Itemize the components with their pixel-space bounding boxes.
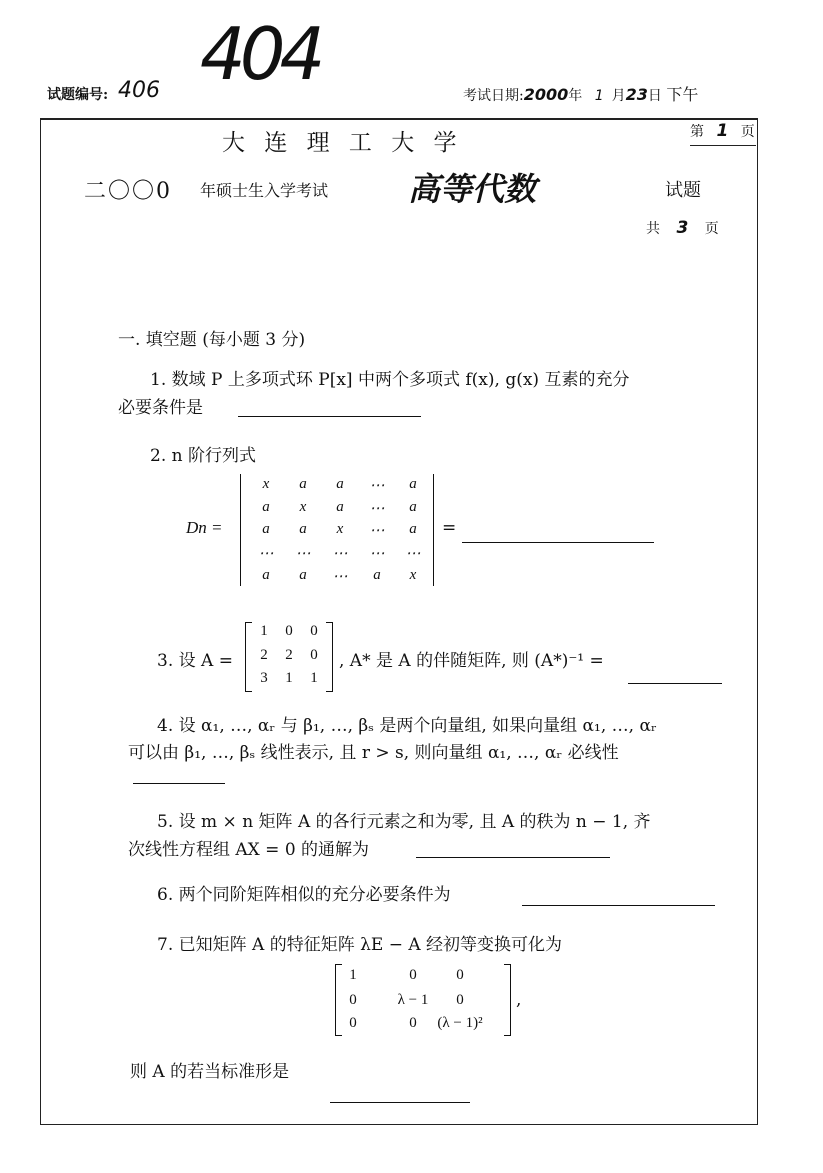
- exam-type: 年硕士生入学考试: [200, 181, 329, 200]
- determinant-bar-right: [433, 474, 434, 586]
- page-number: 1: [716, 121, 729, 141]
- matrix-entry: a: [336, 499, 344, 515]
- matrix-entry: 0: [349, 1015, 357, 1031]
- matrix-entry: ⋯: [295, 546, 311, 562]
- total-prefix: 共: [646, 221, 660, 237]
- matrix-entry: 2: [260, 647, 268, 663]
- matrix-entry: 3: [260, 670, 268, 686]
- matrix-entry: ⋯: [369, 478, 385, 494]
- day-unit: 日: [647, 88, 662, 104]
- total-pages: [646, 218, 719, 238]
- determinant-bar-left: [240, 474, 241, 586]
- q2-equals: =: [442, 518, 457, 538]
- q6-line1: 6. 两个同阶矩阵相似的充分必要条件为: [157, 885, 451, 905]
- date-month: 1: [594, 88, 604, 104]
- page-indicator: [690, 121, 756, 146]
- date-year: 2000: [523, 85, 569, 104]
- matrix-entry: a: [373, 567, 381, 583]
- page-suffix: 页: [740, 124, 755, 140]
- matrix-entry: a: [262, 521, 270, 537]
- university-name: 大 连 理 工 大 学: [222, 130, 463, 156]
- total-pages-number: 3: [676, 218, 689, 238]
- matrix-entry: 0: [456, 967, 464, 983]
- matrix-entry: 0: [409, 967, 417, 983]
- paper-word: 试题: [665, 180, 701, 201]
- q3-prefix: 3. 设 A =: [157, 651, 233, 671]
- matrix-entry: a: [299, 567, 307, 583]
- q1-line2: 必要条件是: [118, 398, 203, 418]
- exam-code-value: 406: [118, 78, 160, 103]
- q7-bracket-right: [504, 964, 511, 1036]
- matrix-entry: 0: [456, 992, 464, 1008]
- q4-answer-blank[interactable]: [133, 783, 225, 784]
- q1-line1: 1. 数域 P 上多项式环 P[x] 中两个多项式 f(x), g(x) 互素的充分: [150, 370, 630, 390]
- q4-line1: 4. 设 α₁, …, αᵣ 与 β₁, …, βₛ 是两个向量组, 如果向量组 α₁, …, αᵣ: [157, 716, 657, 736]
- matrix-entry: a: [409, 521, 417, 537]
- q4-line2: 可以由 β₁, …, βₛ 线性表示, 且 r > s, 则向量组 α₁, …, αᵣ 必线性: [128, 743, 619, 763]
- matrix-entry: a: [299, 476, 307, 492]
- q2-answer-blank[interactable]: [462, 542, 654, 543]
- date-label: 考试日期:: [463, 88, 524, 104]
- q5-line1: 5. 设 m × n 矩阵 A 的各行元素之和为零, 且 A 的秩为 n − 1, 齐: [157, 812, 651, 832]
- q7-line2: 则 A 的若当标准形是: [130, 1062, 290, 1082]
- matrix-entry: x: [299, 499, 307, 515]
- matrix-entry: 0: [310, 623, 318, 639]
- session: 下午: [666, 85, 699, 104]
- date-day: 23: [625, 85, 648, 104]
- matrix-entry: 0: [349, 992, 357, 1008]
- matrix-entry: 0: [310, 647, 318, 663]
- year-unit: 年: [568, 88, 583, 104]
- q3-answer-blank[interactable]: [628, 683, 722, 684]
- handwritten-code: 404: [200, 12, 320, 96]
- q3-bracket-right: [326, 622, 333, 692]
- matrix-entry: 1: [310, 670, 318, 686]
- matrix-entry: ⋯: [369, 501, 385, 517]
- matrix-entry: x: [409, 567, 417, 583]
- q5-line2: 次线性方程组 AX = 0 的通解为: [128, 840, 370, 860]
- month-unit: 月: [611, 88, 626, 104]
- matrix-entry: (λ − 1)²: [437, 1015, 483, 1031]
- matrix-entry: a: [409, 499, 417, 515]
- matrix-entry: ⋯: [369, 523, 385, 539]
- q1-answer-blank[interactable]: [238, 416, 421, 417]
- matrix-entry: ⋯: [369, 546, 385, 562]
- total-suffix: 页: [704, 221, 719, 237]
- matrix-entry: x: [262, 476, 270, 492]
- matrix-entry: ⋯: [332, 546, 348, 562]
- matrix-entry: x: [336, 521, 344, 537]
- q7-line1: 7. 已知矩阵 A 的特征矩阵 λE − A 经初等变换可化为: [157, 935, 563, 955]
- section-heading: 一. 填空题 (每小题 3 分): [118, 330, 306, 350]
- matrix-entry: 0: [409, 1015, 417, 1031]
- exam-year: 二〇〇0: [84, 179, 172, 204]
- matrix-entry: a: [262, 499, 270, 515]
- matrix-entry: ⋯: [405, 546, 421, 562]
- matrix-entry: a: [299, 521, 307, 537]
- matrix-entry: a: [336, 476, 344, 492]
- matrix-entry: 1: [349, 967, 357, 983]
- matrix-entry: a: [409, 476, 417, 492]
- matrix-entry: ⋯: [258, 546, 274, 562]
- matrix-entry: 0: [285, 623, 293, 639]
- matrix-entry: 2: [285, 647, 293, 663]
- q3-suffix: , A* 是 A 的伴随矩阵, 则 (A*)⁻¹ =: [339, 651, 604, 671]
- page-prefix: 第: [690, 124, 704, 140]
- matrix-entry: ⋯: [332, 569, 348, 585]
- matrix-entry: 1: [285, 670, 293, 686]
- exam-subject: 高等代数: [408, 170, 537, 208]
- matrix-entry: λ − 1: [397, 992, 429, 1008]
- exam-date: [463, 82, 698, 105]
- matrix-entry: 1: [260, 623, 268, 639]
- matrix-entry: a: [262, 567, 270, 583]
- q7-comma: ,: [516, 990, 522, 1010]
- q2-lhs: Dn =: [186, 518, 223, 537]
- q5-answer-blank[interactable]: [416, 857, 610, 858]
- q7-answer-blank[interactable]: [330, 1102, 470, 1103]
- q2-line1: 2. n 阶行列式: [150, 446, 256, 466]
- exam-code-label: 试题编号:: [47, 87, 109, 103]
- q6-answer-blank[interactable]: [522, 905, 715, 906]
